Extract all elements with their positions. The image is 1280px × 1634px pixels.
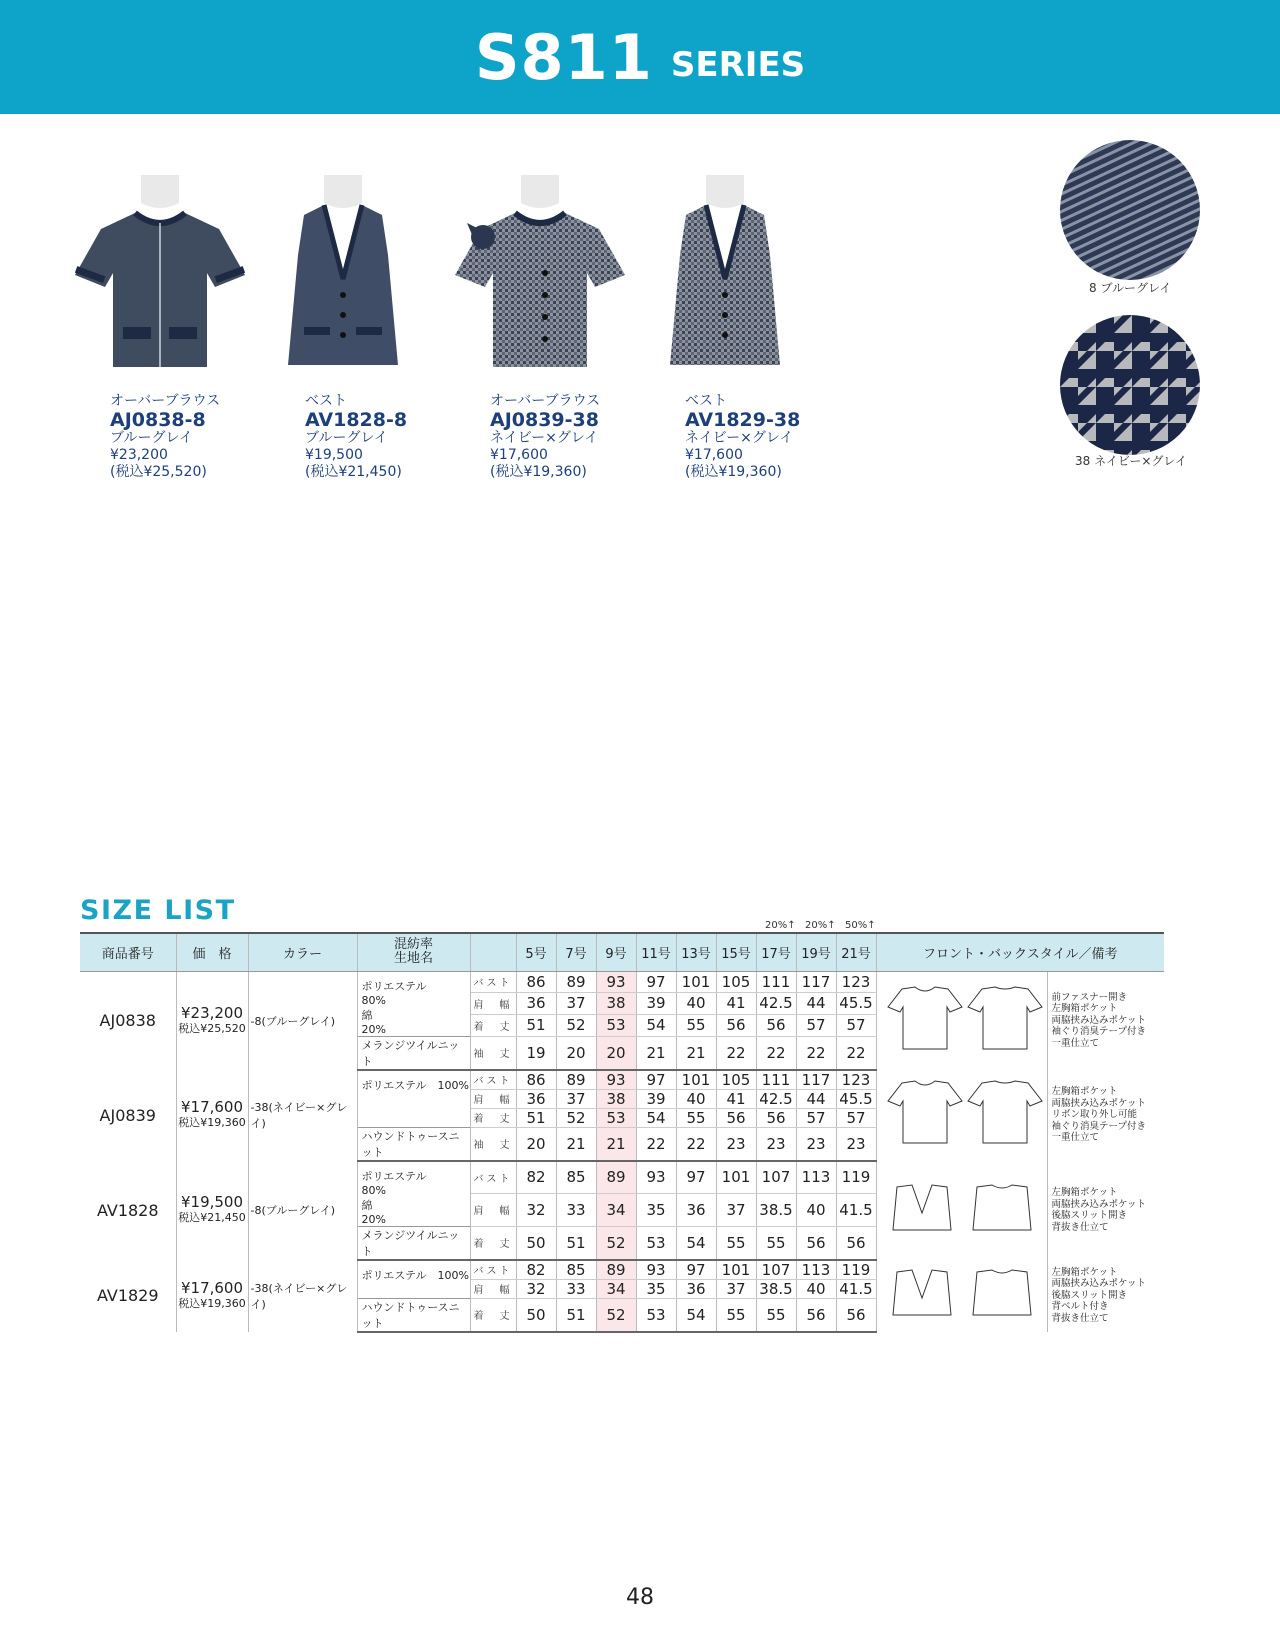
size-value: 21 (596, 1127, 636, 1161)
swatch-label: 8 ブルーグレイ (1089, 281, 1172, 295)
product-price: ¥19,500 (305, 447, 363, 463)
size-value: 22 (716, 1036, 756, 1070)
size-value: 119 (836, 1260, 876, 1280)
size-value: 107 (756, 1260, 796, 1280)
size-percent-note: 50%↑ (845, 920, 876, 931)
size-value: 54 (636, 1014, 676, 1036)
item-fabric-blend: ポリエステル 80% 綿 20% (357, 1161, 470, 1227)
item-color: -8(ブルーグレイ) (248, 1161, 357, 1260)
size-value: 55 (716, 1298, 756, 1332)
note-line: 両脇挟み込みポケット (1051, 1278, 1147, 1290)
note-line: 両脇挟み込みポケット (1051, 1097, 1147, 1109)
size-value: 23 (756, 1127, 796, 1161)
product-price: ¥17,600 (490, 447, 548, 463)
product-code: AJ0839-38 (490, 409, 599, 431)
product-type: オーバーブラウス (490, 393, 601, 409)
size-value: 22 (676, 1127, 716, 1161)
product-info (305, 393, 505, 481)
measure-name: 着 丈 (470, 1014, 516, 1036)
size-value: 36 (516, 993, 556, 1015)
size-value: 33 (556, 1194, 596, 1226)
header-size: 13号 (676, 933, 716, 971)
header-size: 15号 (716, 933, 756, 971)
size-value: 97 (676, 1161, 716, 1194)
size-value: 85 (556, 1161, 596, 1194)
size-value: 35 (636, 1279, 676, 1298)
item-price: ¥17,600 (180, 1278, 244, 1297)
product-price: ¥23,200 (110, 447, 168, 463)
fabric-swatch-navy-grey (1060, 315, 1200, 455)
header-size: 19号 (796, 933, 836, 971)
size-value: 57 (796, 1108, 836, 1127)
size-value: 34 (596, 1279, 636, 1298)
size-value: 86 (516, 971, 556, 993)
size-value: 41 (716, 993, 756, 1015)
note-line: 左胸箱ポケット (1051, 1187, 1118, 1198)
size-value: 56 (756, 1108, 796, 1127)
header-size: 11号 (636, 933, 676, 971)
product-code: AJ0838-8 (110, 409, 206, 431)
size-value: 40 (676, 1089, 716, 1108)
item-price: ¥19,500 (180, 1193, 244, 1211)
size-list-title: SIZE LIST (80, 895, 236, 926)
size-value: 101 (676, 971, 716, 993)
size-value: 89 (556, 1070, 596, 1090)
series-title: S811 (474, 20, 653, 94)
size-value: 85 (556, 1260, 596, 1280)
series-subtitle: SERIES (670, 45, 806, 85)
size-value: 45.5 (836, 993, 876, 1015)
item-notes (1047, 1260, 1164, 1332)
size-value: 50 (516, 1226, 556, 1260)
note-line: 袖ぐり消臭テープ付き (1051, 1120, 1147, 1132)
item-tax-price: 税込¥21,450 (178, 1211, 246, 1224)
size-value: 54 (636, 1108, 676, 1127)
header-size: 21号 (836, 933, 876, 971)
size-percent-note: 20%↑ (805, 920, 836, 931)
size-value: 51 (556, 1298, 596, 1332)
measure-name: 肩 幅 (470, 1089, 516, 1108)
size-value: 52 (556, 1108, 596, 1127)
size-value: 36 (516, 1089, 556, 1108)
product-card[interactable] (640, 175, 820, 480)
size-value: 55 (716, 1226, 756, 1260)
size-value: 54 (676, 1226, 716, 1260)
header-style: フロント・バックスタイル／備考 (876, 933, 1164, 971)
size-percent-note: 20%↑ (765, 920, 796, 931)
note-line: 両脇挟み込みポケット (1051, 1014, 1147, 1026)
size-value: 50 (516, 1298, 556, 1332)
header-code: 商品番号 (80, 933, 176, 971)
item-fabric-blend: ポリエステル 80% 綿 20% (357, 971, 470, 1036)
product-color: ネイビー×グレイ (685, 430, 794, 446)
size-value: 23 (796, 1127, 836, 1161)
table-row (80, 1070, 1164, 1090)
measure-name: バスト (470, 1070, 516, 1090)
size-value: 20 (556, 1036, 596, 1070)
size-value: 45.5 (836, 1089, 876, 1108)
size-value: 32 (516, 1194, 556, 1226)
measure-name: バスト (470, 971, 516, 993)
item-notes (1047, 971, 1164, 1070)
item-notes (1047, 1161, 1164, 1260)
size-value: 117 (796, 1070, 836, 1090)
note-line: 背抜き仕立て (1051, 1221, 1109, 1233)
size-value: 52 (556, 1014, 596, 1036)
size-value: 55 (756, 1226, 796, 1260)
size-value: 93 (636, 1161, 676, 1194)
item-price-cell (176, 1260, 248, 1332)
size-value: 105 (716, 1070, 756, 1090)
garment-image (65, 175, 235, 390)
size-value: 37 (716, 1279, 756, 1298)
size-table (80, 932, 1164, 1333)
product-info (110, 393, 310, 481)
size-value: 20 (516, 1127, 556, 1161)
product-card[interactable] (65, 175, 245, 480)
size-value: 41.5 (836, 1279, 876, 1298)
item-code: AJ0838 (80, 971, 176, 1070)
header-size: 17号 (756, 933, 796, 971)
size-value: 53 (636, 1226, 676, 1260)
size-value: 56 (716, 1014, 756, 1036)
style-drawing (876, 1070, 1047, 1161)
measure-name: 袖 丈 (470, 1127, 516, 1161)
measure-name: バスト (470, 1161, 516, 1194)
measure-name: 袖 丈 (470, 1036, 516, 1070)
product-card[interactable] (445, 175, 625, 480)
size-value: 40 (796, 1194, 836, 1226)
product-info (685, 393, 885, 481)
size-value: 57 (796, 1014, 836, 1036)
item-code: AJ0839 (80, 1070, 176, 1161)
size-value: 111 (756, 1070, 796, 1090)
size-value: 44 (796, 1089, 836, 1108)
size-value: 56 (836, 1298, 876, 1332)
item-fabric-name: メランジツイルニット (357, 1226, 470, 1260)
note-line: 一重仕立て (1051, 1132, 1100, 1144)
size-value: 89 (596, 1161, 636, 1194)
header-measure (470, 933, 516, 971)
garment-image (640, 175, 810, 390)
size-value: 22 (756, 1036, 796, 1070)
product-tax-price: (税込¥21,450) (305, 464, 402, 480)
size-value: 53 (596, 1108, 636, 1127)
size-value: 36 (676, 1194, 716, 1226)
size-value: 37 (556, 993, 596, 1015)
size-value: 38 (596, 1089, 636, 1108)
size-value: 56 (796, 1298, 836, 1332)
size-value: 53 (636, 1298, 676, 1332)
size-value: 37 (556, 1089, 596, 1108)
size-value: 111 (756, 971, 796, 993)
size-value: 42.5 (756, 993, 796, 1015)
product-info (490, 393, 690, 481)
item-tax-price: 税込¥19,360 (178, 1296, 246, 1310)
note-line: 左胸箱ポケット (1051, 1003, 1118, 1015)
size-value: 21 (676, 1036, 716, 1070)
size-value: 35 (636, 1194, 676, 1226)
size-value: 38.5 (756, 1279, 796, 1298)
size-value: 22 (636, 1127, 676, 1161)
size-value: 53 (596, 1014, 636, 1036)
size-value: 42.5 (756, 1089, 796, 1108)
item-color: -38(ネイビー×グレイ) (248, 1260, 357, 1332)
table-row (80, 1161, 1164, 1194)
product-color: ネイビー×グレイ (490, 430, 599, 446)
series-header (0, 0, 1280, 114)
item-price-cell (176, 1070, 248, 1161)
item-code: AV1829 (80, 1260, 176, 1332)
size-value: 117 (796, 971, 836, 993)
header-color: カラー (248, 933, 357, 971)
item-code: AV1828 (80, 1161, 176, 1260)
size-value: 93 (636, 1260, 676, 1280)
size-value: 89 (556, 971, 596, 993)
item-color: -8(ブルーグレイ) (248, 971, 357, 1070)
item-tax-price: 税込¥19,360 (178, 1116, 246, 1129)
size-value: 89 (596, 1260, 636, 1280)
item-price-cell (176, 971, 248, 1070)
item-fabric-name: ハウンドトゥースニット (357, 1127, 470, 1161)
size-value: 93 (596, 971, 636, 993)
style-drawing (876, 971, 1047, 1070)
size-value: 33 (556, 1279, 596, 1298)
item-price: ¥23,200 (180, 1003, 244, 1022)
size-value: 113 (796, 1161, 836, 1194)
fabric-swatch-blue-grey (1060, 140, 1200, 280)
measure-name: 肩 幅 (470, 993, 516, 1015)
size-value: 101 (716, 1260, 756, 1280)
size-value: 57 (836, 1014, 876, 1036)
size-value: 119 (836, 1161, 876, 1194)
size-value: 52 (596, 1298, 636, 1332)
product-code: AV1828-8 (305, 409, 408, 431)
product-type: オーバーブラウス (110, 393, 221, 409)
size-value: 97 (676, 1260, 716, 1280)
size-value: 97 (636, 971, 676, 993)
item-fabric-blend: ポリエステル 100% (357, 1070, 470, 1128)
size-value: 56 (796, 1226, 836, 1260)
size-value: 113 (796, 1260, 836, 1280)
size-value: 38.5 (756, 1194, 796, 1226)
item-price: ¥17,600 (180, 1098, 244, 1116)
page-number: 48 (626, 1585, 654, 1610)
note-line: 左胸箱ポケット (1051, 1266, 1118, 1278)
note-line: 前ファスナー開き (1051, 991, 1128, 1003)
measure-name: 肩 幅 (470, 1194, 516, 1226)
size-value: 37 (716, 1194, 756, 1226)
product-color: ブルーグレイ (305, 430, 388, 446)
note-line: 左胸箱ポケット (1051, 1086, 1118, 1098)
note-line: 後脇スリット開き (1051, 1289, 1128, 1301)
size-value: 21 (636, 1036, 676, 1070)
product-code: AV1829-38 (685, 409, 801, 431)
measure-name: 肩 幅 (470, 1279, 516, 1298)
product-type: ベスト (305, 393, 347, 409)
product-card[interactable] (258, 175, 438, 480)
size-value: 40 (796, 1279, 836, 1298)
size-value: 39 (636, 1089, 676, 1108)
size-value: 82 (516, 1161, 556, 1194)
size-value: 107 (756, 1161, 796, 1194)
size-value: 22 (796, 1036, 836, 1070)
size-value: 20 (596, 1036, 636, 1070)
garment-image (445, 175, 615, 390)
size-value: 23 (716, 1127, 756, 1161)
size-value: 57 (836, 1108, 876, 1127)
size-value: 56 (756, 1014, 796, 1036)
note-line: 背抜き仕立て (1051, 1312, 1109, 1324)
size-value: 123 (836, 1070, 876, 1090)
size-value: 52 (596, 1226, 636, 1260)
product-tax-price: (税込¥19,360) (490, 464, 587, 480)
header-size: 9号 (596, 933, 636, 971)
measure-name: 着 丈 (470, 1298, 516, 1332)
size-value: 55 (676, 1014, 716, 1036)
product-tax-price: (税込¥19,360) (685, 464, 782, 480)
product-color: ブルーグレイ (110, 430, 193, 446)
size-value: 86 (516, 1070, 556, 1090)
size-value: 22 (836, 1036, 876, 1070)
size-value: 55 (756, 1298, 796, 1332)
item-color: -38(ネイビー×グレイ) (248, 1070, 357, 1161)
note-line: 一重仕立て (1051, 1037, 1100, 1049)
size-value: 56 (716, 1108, 756, 1127)
size-value: 51 (556, 1226, 596, 1260)
size-value: 101 (716, 1161, 756, 1194)
note-line: 背ベルト付き (1051, 1301, 1109, 1313)
note-line: リボン取り外し可能 (1051, 1109, 1138, 1121)
header-price: 価 格 (176, 933, 248, 971)
table-row (80, 1260, 1164, 1280)
size-value: 82 (516, 1260, 556, 1280)
item-fabric-name: ハウンドトゥースニット (357, 1298, 470, 1332)
table-row (80, 971, 1164, 993)
product-price: ¥17,600 (685, 447, 743, 463)
size-value: 97 (636, 1070, 676, 1090)
size-value: 55 (676, 1108, 716, 1127)
size-value: 93 (596, 1070, 636, 1090)
size-value: 44 (796, 993, 836, 1015)
note-line: 袖ぐり消臭テープ付き (1051, 1026, 1147, 1038)
item-notes (1047, 1070, 1164, 1161)
size-value: 41 (716, 1089, 756, 1108)
item-tax-price: 税込¥25,520 (178, 1021, 246, 1035)
header-size: 7号 (556, 933, 596, 971)
size-value: 36 (676, 1279, 716, 1298)
size-value: 51 (516, 1014, 556, 1036)
product-type: ベスト (685, 393, 727, 409)
size-value: 56 (836, 1226, 876, 1260)
size-value: 105 (716, 971, 756, 993)
size-value: 38 (596, 993, 636, 1015)
garment-image (258, 175, 428, 390)
size-value: 34 (596, 1194, 636, 1226)
size-value: 54 (676, 1298, 716, 1332)
size-value: 101 (676, 1070, 716, 1090)
header-fabric: 混紡率 生地名 (357, 933, 470, 971)
measure-name: 着 丈 (470, 1226, 516, 1260)
product-tax-price: (税込¥25,520) (110, 464, 207, 480)
item-price-cell (176, 1161, 248, 1260)
item-fabric-blend: ポリエステル 100% (357, 1260, 470, 1299)
note-line: 後脇スリット開き (1051, 1210, 1128, 1221)
size-value: 123 (836, 971, 876, 993)
measure-name: 着 丈 (470, 1108, 516, 1127)
size-value: 19 (516, 1036, 556, 1070)
size-value: 21 (556, 1127, 596, 1161)
style-drawing (876, 1260, 1047, 1332)
item-fabric-name: メランジツイルニット (357, 1036, 470, 1070)
size-value: 23 (836, 1127, 876, 1161)
size-value: 51 (516, 1108, 556, 1127)
size-value: 39 (636, 993, 676, 1015)
header-size: 5号 (516, 933, 556, 971)
style-drawing (876, 1161, 1047, 1260)
swatch-label: 38 ネイビー×グレイ (1075, 454, 1187, 468)
note-line: 両脇挟み込みポケット (1051, 1198, 1147, 1210)
size-value: 41.5 (836, 1194, 876, 1226)
size-value: 40 (676, 993, 716, 1015)
size-value: 32 (516, 1279, 556, 1298)
measure-name: バスト (470, 1260, 516, 1280)
